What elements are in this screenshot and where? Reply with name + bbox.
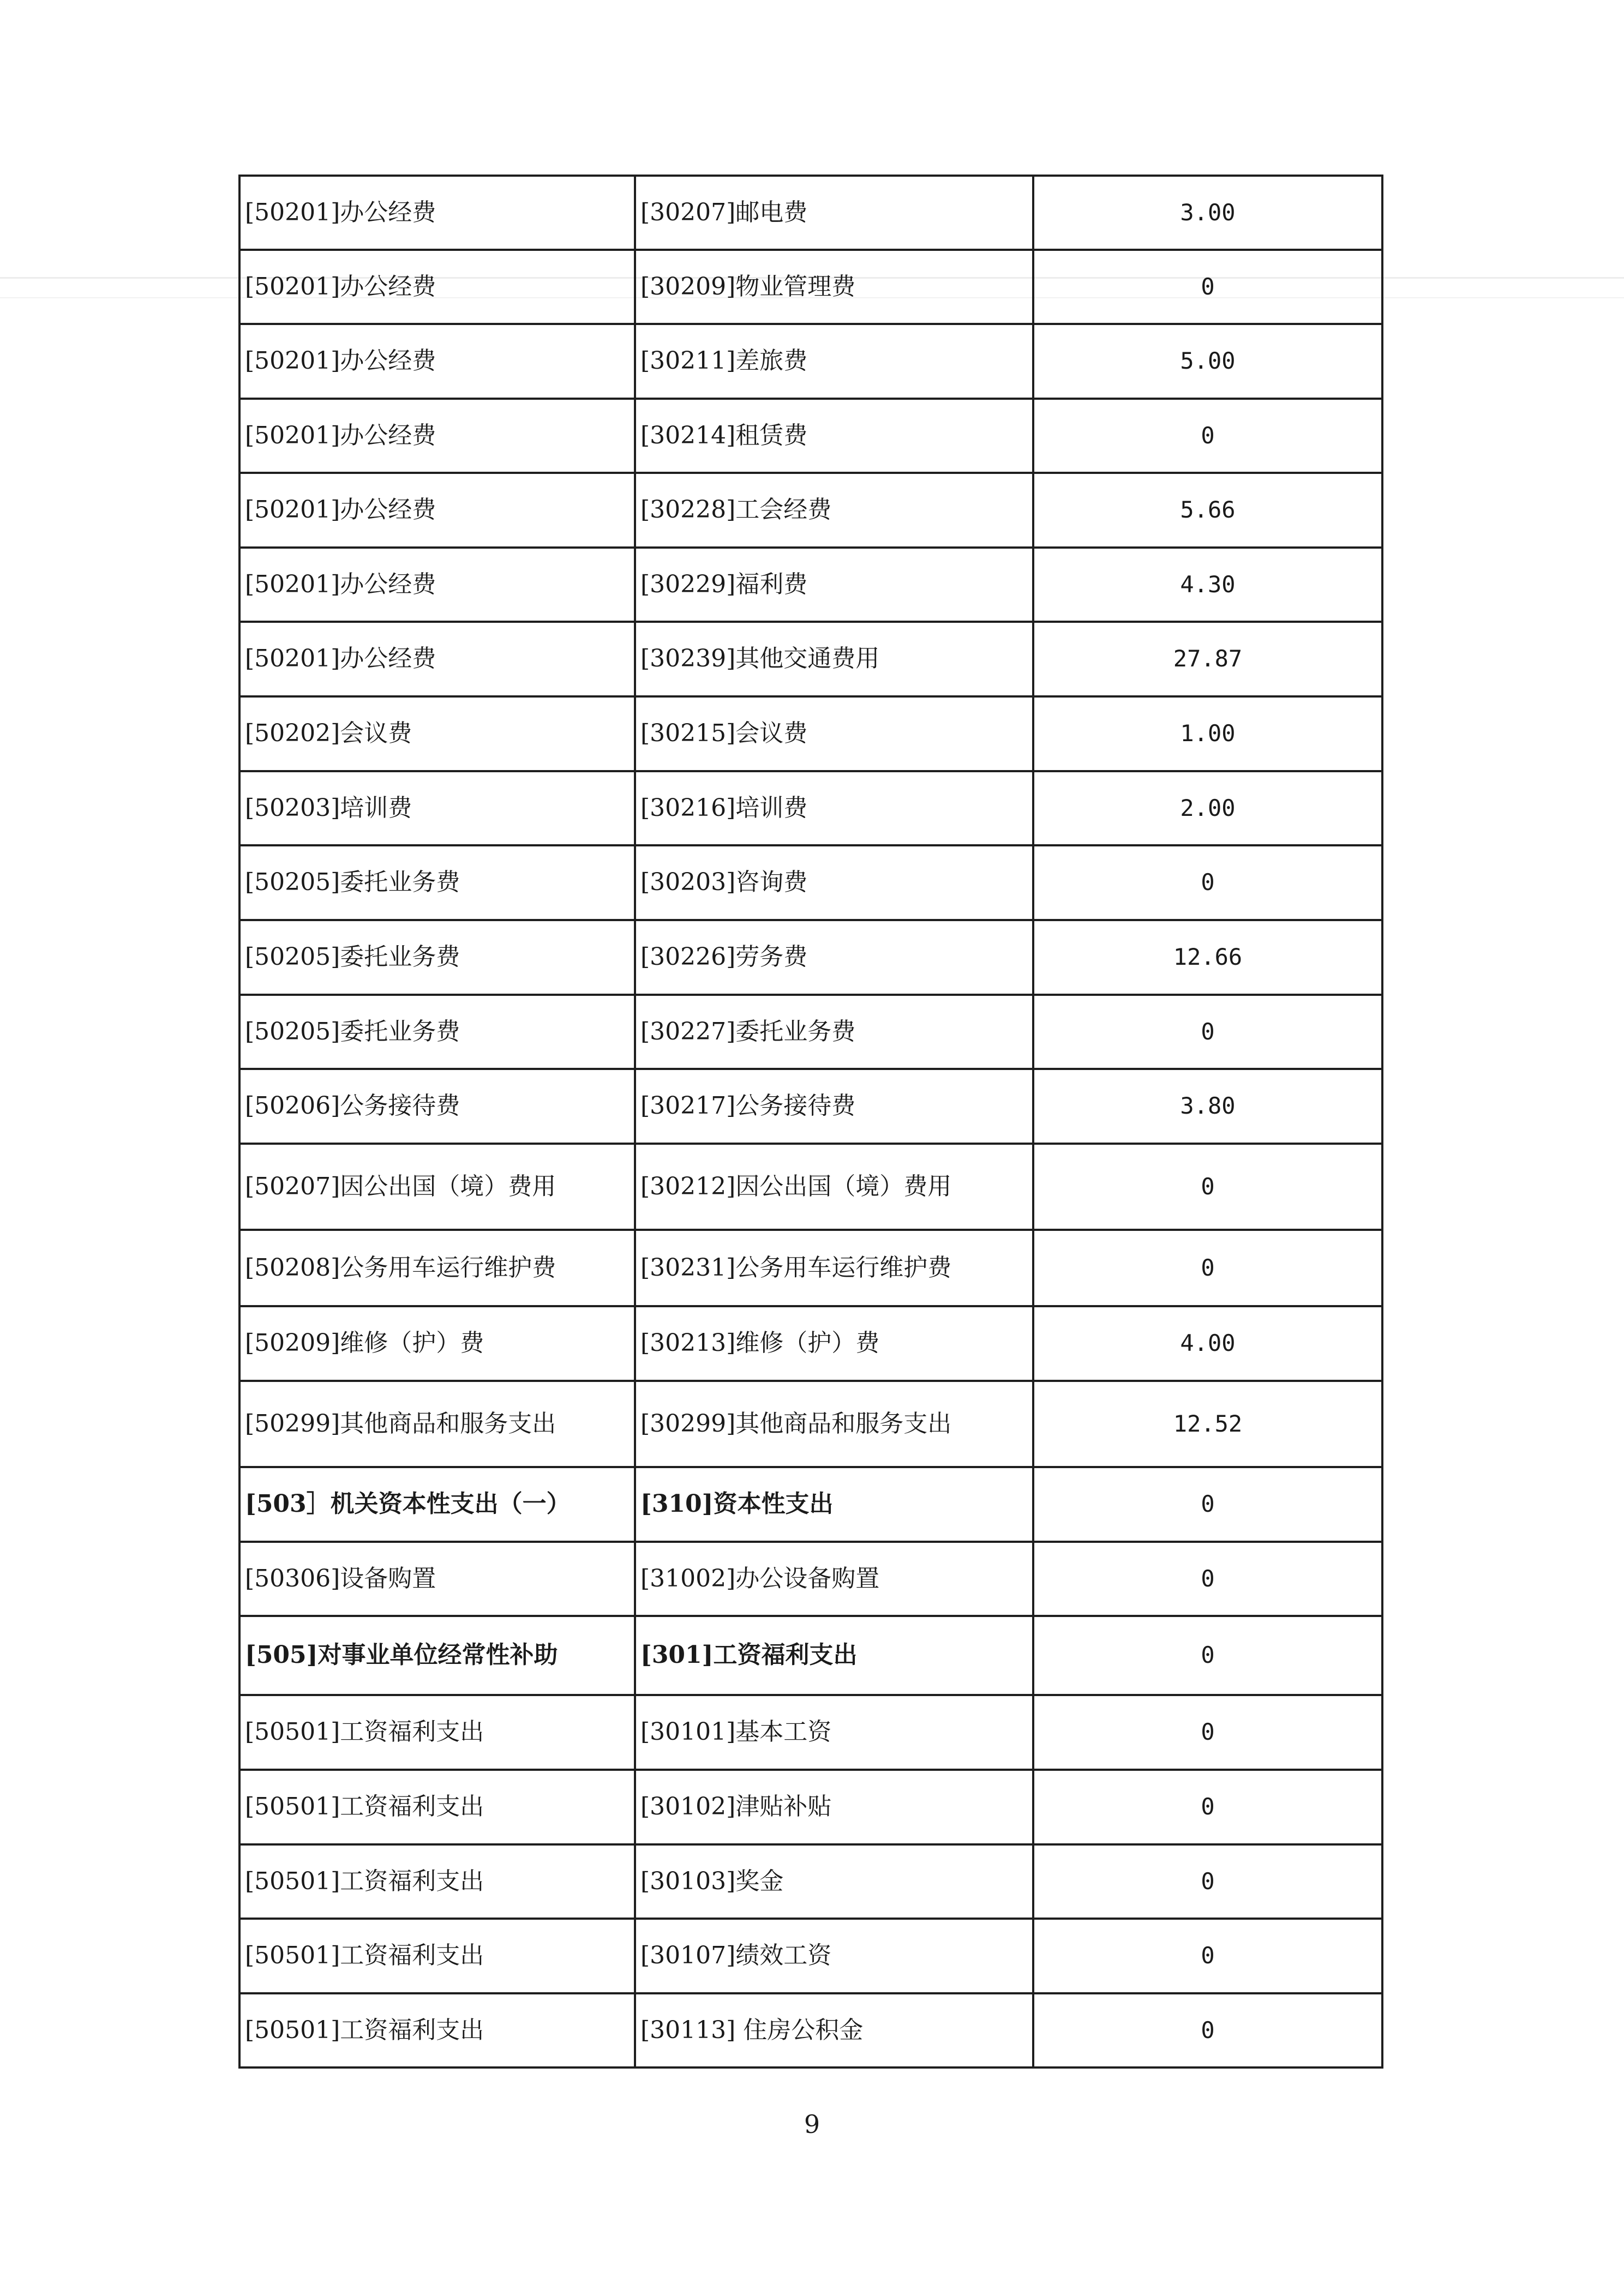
economic-classification-cell: [50201]办公经费 [239, 399, 635, 473]
table-row [239, 1144, 1382, 1230]
government-classification-cell: [30299]其他商品和服务支出 [635, 1381, 1033, 1467]
government-classification-cell: [30213]维修（护）费 [635, 1306, 1033, 1381]
amount-cell: 1.00 [1033, 696, 1382, 771]
economic-classification-cell: [50201]办公经费 [239, 548, 635, 622]
amount-cell: 12.66 [1033, 920, 1382, 995]
amount-cell: 0 [1033, 1993, 1382, 2067]
amount-cell: 0 [1033, 1144, 1382, 1230]
government-classification-cell: [30203]咨询费 [635, 845, 1033, 920]
government-classification-cell: [30103]奖金 [635, 1844, 1033, 1919]
table-row [239, 176, 1382, 250]
economic-classification-cell: [50203]培训费 [239, 771, 635, 845]
government-classification-cell: [30215]会议费 [635, 696, 1033, 771]
table-row [239, 622, 1382, 696]
table-row [239, 324, 1382, 399]
table-row [239, 1069, 1382, 1144]
amount-cell: 4.00 [1033, 1306, 1382, 1381]
economic-classification-cell: [50201]办公经费 [239, 473, 635, 548]
amount-cell: 5.66 [1033, 473, 1382, 548]
amount-cell: 0 [1033, 845, 1382, 920]
table-row [239, 473, 1382, 548]
government-classification-cell: [30102]津贴补贴 [635, 1770, 1033, 1844]
amount-cell: 0 [1033, 995, 1382, 1069]
table-row [239, 696, 1382, 771]
table-row [239, 1616, 1382, 1695]
amount-cell: 0 [1033, 1542, 1382, 1616]
economic-classification-cell: [50201]办公经费 [239, 622, 635, 696]
government-classification-cell: [30216]培训费 [635, 771, 1033, 845]
government-classification-cell: [301]工资福利支出 [635, 1616, 1033, 1695]
government-classification-cell: [30211]差旅费 [635, 324, 1033, 399]
government-classification-cell: [30231]公务用车运行维护费 [635, 1230, 1033, 1306]
economic-classification-cell: [50207]因公出国（境）费用 [239, 1144, 635, 1230]
amount-cell: 12.52 [1033, 1381, 1382, 1467]
government-classification-cell: [30228]工会经费 [635, 473, 1033, 548]
table-row [239, 1919, 1382, 1993]
table-row [239, 1844, 1382, 1919]
table-body [239, 176, 1382, 2067]
table-row [239, 399, 1382, 473]
amount-cell: 0 [1033, 1695, 1382, 1770]
government-classification-cell: [310]资本性支出 [635, 1467, 1033, 1542]
economic-classification-cell: [50501]工资福利支出 [239, 1770, 635, 1844]
economic-classification-cell: [50501]工资福利支出 [239, 1993, 635, 2067]
table-row [239, 1467, 1382, 1542]
government-classification-cell: [30226]劳务费 [635, 920, 1033, 995]
economic-classification-cell: [50205]委托业务费 [239, 920, 635, 995]
table-row [239, 1381, 1382, 1467]
amount-cell: 2.00 [1033, 771, 1382, 845]
table-row [239, 1542, 1382, 1616]
amount-cell: 3.80 [1033, 1069, 1382, 1144]
table-row [239, 920, 1382, 995]
government-classification-cell: [30217]公务接待费 [635, 1069, 1033, 1144]
government-classification-cell: [30209]物业管理费 [635, 250, 1033, 324]
amount-cell: 0 [1033, 1467, 1382, 1542]
economic-classification-cell: [50501]工资福利支出 [239, 1919, 635, 1993]
economic-classification-cell: [50201]办公经费 [239, 176, 635, 250]
table-row [239, 1993, 1382, 2067]
amount-cell: 0 [1033, 1230, 1382, 1306]
table-row [239, 1230, 1382, 1306]
government-classification-cell: [30214]租赁费 [635, 399, 1033, 473]
table-row [239, 1695, 1382, 1770]
government-classification-cell: [30113] 住房公积金 [635, 1993, 1033, 2067]
government-classification-cell: [30239]其他交通费用 [635, 622, 1033, 696]
table-row [239, 1306, 1382, 1381]
government-classification-cell: [30229]福利费 [635, 548, 1033, 622]
amount-cell: 0 [1033, 1919, 1382, 1993]
economic-classification-cell: [50306]设备购置 [239, 1542, 635, 1616]
amount-cell: 27.87 [1033, 622, 1382, 696]
amount-cell: 5.00 [1033, 324, 1382, 399]
economic-classification-cell: [50501]工资福利支出 [239, 1695, 635, 1770]
table-row [239, 548, 1382, 622]
amount-cell: 0 [1033, 1616, 1382, 1695]
economic-classification-cell: [50202]会议费 [239, 696, 635, 771]
table-row [239, 1770, 1382, 1844]
economic-classification-cell: [50501]工资福利支出 [239, 1844, 635, 1919]
table-row [239, 845, 1382, 920]
economic-classification-cell: [50206]公务接待费 [239, 1069, 635, 1144]
budget-expenditure-table [238, 175, 1383, 2069]
economic-classification-cell: [50201]办公经费 [239, 250, 635, 324]
table-row [239, 771, 1382, 845]
economic-classification-cell: [50299]其他商品和服务支出 [239, 1381, 635, 1467]
table-row [239, 250, 1382, 324]
government-classification-cell: [30227]委托业务费 [635, 995, 1033, 1069]
government-classification-cell: [30207]邮电费 [635, 176, 1033, 250]
amount-cell: 3.00 [1033, 176, 1382, 250]
economic-classification-cell: [50205]委托业务费 [239, 995, 635, 1069]
economic-classification-cell: [503］机关资本性支出（一） [239, 1467, 635, 1542]
economic-classification-cell: [50205]委托业务费 [239, 845, 635, 920]
amount-cell: 0 [1033, 250, 1382, 324]
page-number: 9 [804, 2109, 820, 2139]
government-classification-cell: [30107]绩效工资 [635, 1919, 1033, 1993]
economic-classification-cell: [50209]维修（护）费 [239, 1306, 635, 1381]
amount-cell: 4.30 [1033, 548, 1382, 622]
economic-classification-cell: [50201]办公经费 [239, 324, 635, 399]
economic-classification-cell: [505]对事业单位经常性补助 [239, 1616, 635, 1695]
government-classification-cell: [30101]基本工资 [635, 1695, 1033, 1770]
government-classification-cell: [31002]办公设备购置 [635, 1542, 1033, 1616]
amount-cell: 0 [1033, 1844, 1382, 1919]
table-row [239, 995, 1382, 1069]
economic-classification-cell: [50208]公务用车运行维护费 [239, 1230, 635, 1306]
amount-cell: 0 [1033, 399, 1382, 473]
government-classification-cell: [30212]因公出国（境）费用 [635, 1144, 1033, 1230]
amount-cell: 0 [1033, 1770, 1382, 1844]
